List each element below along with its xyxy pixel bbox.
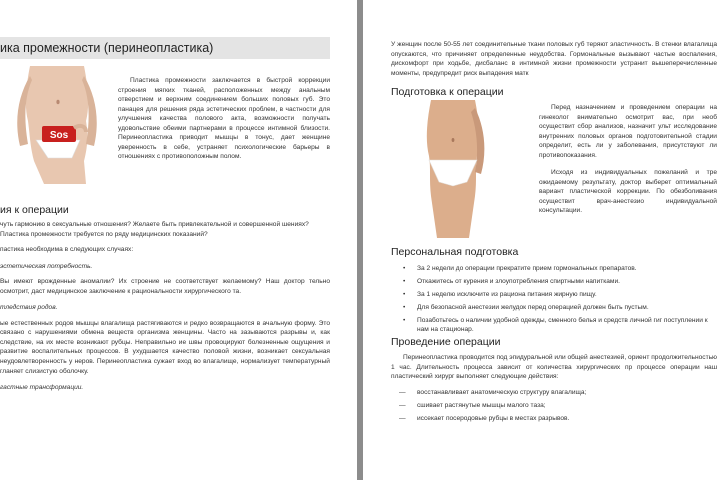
s1-paragraph-2: пастика необходима в следующих случаях: [0, 246, 134, 254]
prep-paragraph-2: Исходя из индивидуальных пожеланий и тре ожидаемому результату, доктор выберет оптимальный вариант пластической коррекции. По обезболивания осуществит врач-анестезио индивидуальной консультации. [539, 169, 717, 215]
list-item: — сшивает растянутые мышцы малого таза; [397, 401, 717, 411]
operation-heading: Проведение операции [391, 336, 501, 348]
s1-item-1: эстетическая потребность. [0, 262, 93, 270]
page-title: ика промежности (перинеопластика) [0, 37, 330, 59]
torso-photo-sos [0, 66, 110, 184]
s1-paragraph-1: чуть гармонию в сексуальные отношения? Желаете быть привлекательной и совершенной шениях? Пластика промежности требуется по ряду медицинских показаний? [0, 221, 309, 238]
sos-text: Sos [49, 130, 69, 141]
prep-paragraph-1: Перед назначением и проведением операции на гинеколог внимательно осмотрит вас, при необ осуществит сбор анализов, назначит ульт исследование внутренних половых органов подготовительной стадии определит, есть ли у заболевания, присутствуют ли противопоказания. [539, 104, 717, 159]
operation-paragraph: Перинеопластика проводится под эпидуральной или общей анестезией, ориент продолжительностью 1 час. Длительность процесса зависит от количества хирургических пр процессе операции наш пластический хирург выполняет следующие действия: [391, 354, 717, 381]
list-item: • За 2 недели до операции прекратите прием гормональных препаратов. [397, 264, 717, 274]
document-page-left [0, 0, 357, 480]
list-item: • За 1 неделю исключите из рациона питания жирную пищу. [397, 290, 717, 300]
intro-paragraph: Пластика промежности заключается в быстрой коррекции строения мягких тканей, расположенных между анальным отверстием и верхним соединением больших половых губ. Это панацея для решения ряда эстетических проблем, в частности для улучшения качества полового акта, возможности получать удовольствие обеими партнерами в процессе интимной близости. Перинеопластика приводит мышцы в тонус, дает женщине уверенность в себе, устраняет психологические барьеры в отношениях с противоположным полом. [118, 77, 330, 161]
s1-paragraph-3: Вы имеют врожденные аномалии? Их строение не соответствует желаемому? Наш доктор тельно осмотрит, даст медицинское заключение к рациональности хирургического та. [0, 278, 330, 295]
torso-photo-lingerie [411, 100, 493, 238]
personal-prep-list [397, 264, 717, 335]
s1-item-2: тледствия родов. [0, 304, 58, 312]
s1-item-3: гастные трансформации. [0, 384, 84, 392]
top-paragraph: У женщин после 50-55 лет соединительные ткани половых губ теряют эластичность. В стенки влагалища опускаются, что причиняет определенные неудобства. Гормональные вызывают частые воспаления, дискомфорт при ходьбе, дисбаланс в интимной жизни промежности устранит вышеперечисленные моменты, предупредит риск выпадения матк [391, 41, 717, 77]
s1-paragraph-4: ые естественных родов мышцы влагалища растягиваются и редко возвращаются в ачальную форму. Это связано с нарушениями обмена веществ организма женщины. Часто на зазываются разрывы и, как следствие, на их месте возникают рубцы. Неправильно ие швы провоцируют болезненные ощущения и развитие воспалительных процессов. В ухудшается качество половой жизни, возникает сексуальная неудовлетворенность у неров. Перинеопластика сужает вход во влагалище, нормализует температурный гланяет слизистую оболочку. [0, 319, 330, 375]
personal-prep-heading: Персональная подготовка [391, 246, 519, 258]
list-item: • Для безопасной анестезии желудок перед операцией должен быть пустым. [397, 303, 717, 313]
list-item: — восстанавливает анатомическую структуру влагалища; [397, 388, 717, 398]
document-page-right [363, 0, 720, 480]
list-item: • Позаботьтесь о наличии удобной одежды, сменного белья и средств личной гиг поступлении к нам на стационар. [397, 316, 717, 336]
list-item: • Откажитесь от курения и злоупотребления спиртными напитками. [397, 277, 717, 287]
prep-heading: Подготовка к операции [391, 86, 504, 98]
operation-steps-list [397, 388, 717, 424]
list-item: — иссекает посеродовые рубцы в местах разрывов. [397, 414, 717, 424]
section-heading-indications: ия к операции [0, 204, 69, 216]
